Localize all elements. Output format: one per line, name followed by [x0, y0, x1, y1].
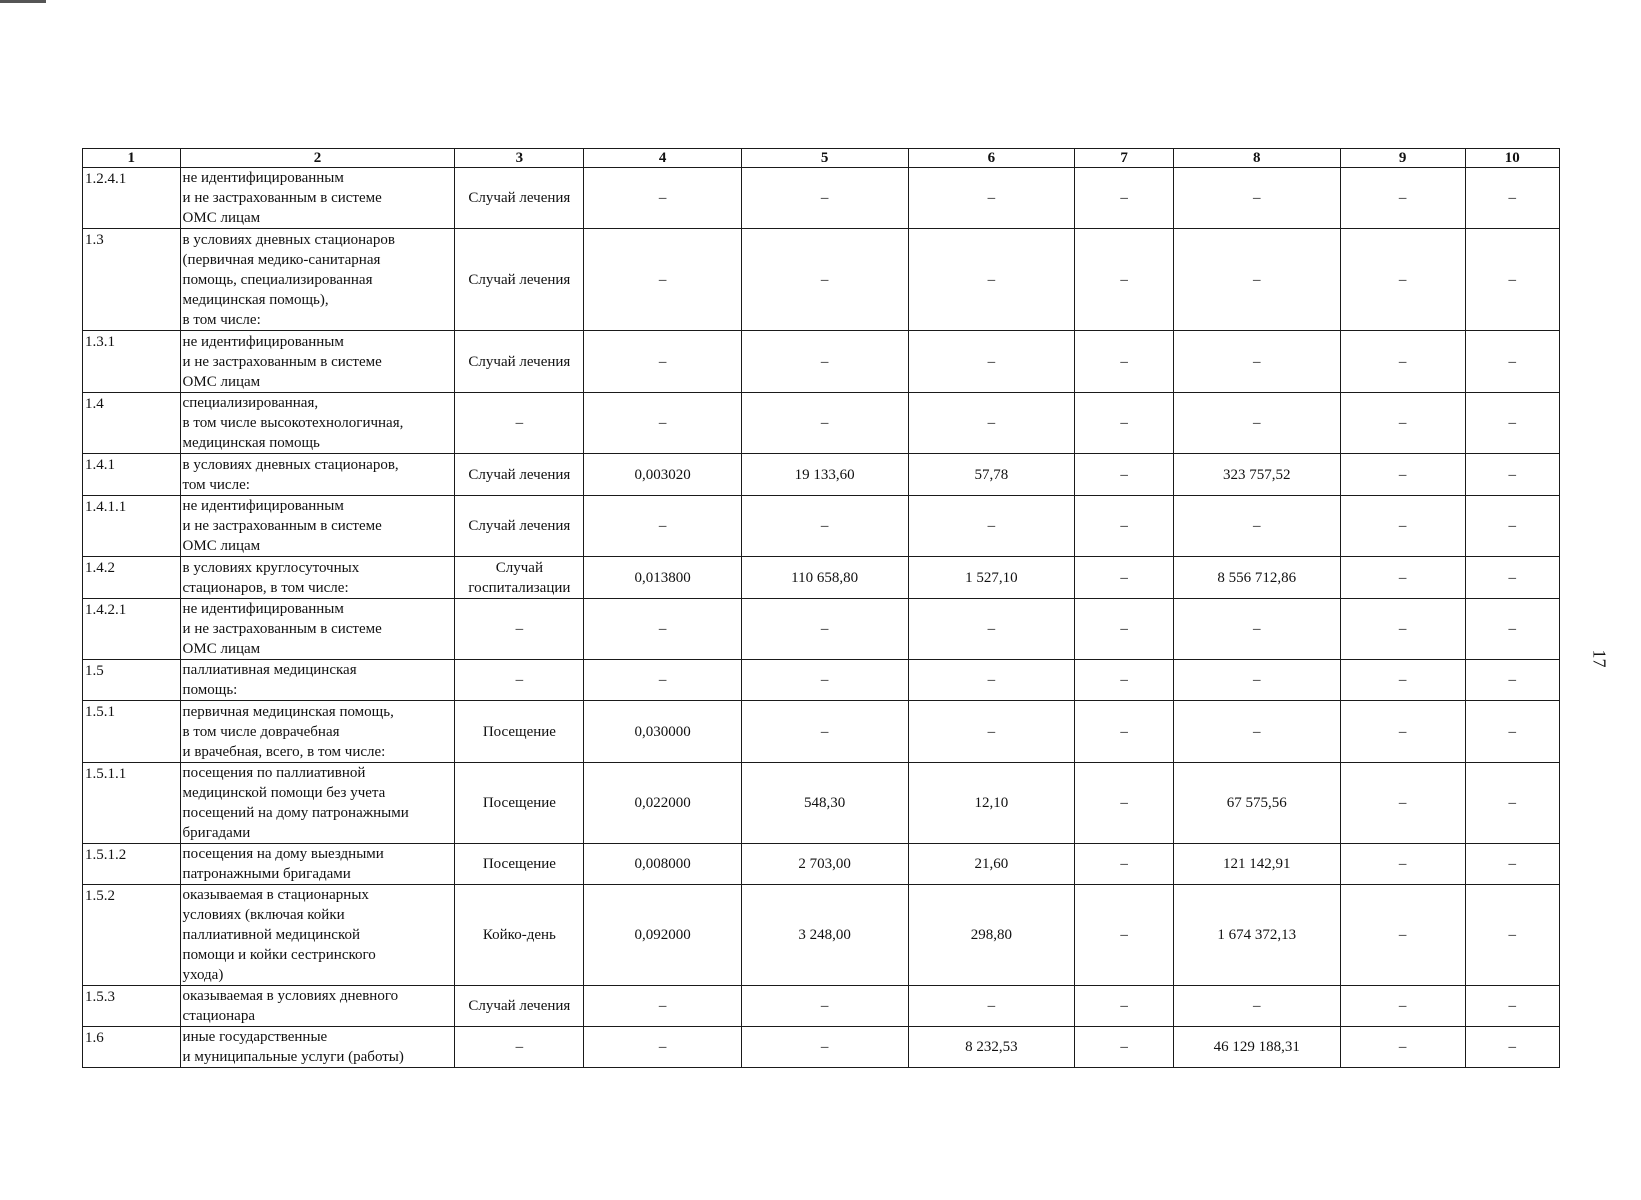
row-value-cell: –	[1465, 557, 1560, 599]
row-value-cell: –	[908, 229, 1075, 331]
row-value-cell: –	[1340, 1027, 1465, 1068]
row-number-cell: 1.4.1	[83, 454, 181, 496]
row-value-cell: –	[584, 331, 741, 393]
row-description-cell: паллиативная медицинская помощь:	[180, 660, 455, 701]
row-number-cell: 1.5	[83, 660, 181, 701]
row-value-cell: 2 703,00	[741, 844, 908, 885]
table-row	[83, 496, 1560, 557]
row-value-cell: –	[584, 229, 741, 331]
row-unit-cell: Случай лечения	[455, 331, 584, 393]
row-unit-cell: Случай госпитализации	[455, 557, 584, 599]
row-value-cell: –	[1465, 168, 1560, 229]
row-value-cell: –	[908, 599, 1075, 660]
row-number-cell: 1.4	[83, 393, 181, 454]
row-description-cell: посещения по паллиативной медицинской помощи без учета посещений на дому патронажными бригадами	[180, 763, 455, 844]
row-number-cell: 1.5.3	[83, 986, 181, 1027]
header-cell: 2	[180, 149, 455, 168]
row-value-cell: –	[1340, 701, 1465, 763]
row-value-cell: 8 556 712,86	[1173, 557, 1340, 599]
row-value-cell: –	[1465, 701, 1560, 763]
row-value-cell: –	[908, 701, 1075, 763]
row-value-cell: –	[741, 393, 908, 454]
row-value-cell: –	[1173, 701, 1340, 763]
header-cell: 4	[584, 149, 741, 168]
row-description-cell: первичная медицинская помощь, в том числе доврачебная и врачебная, всего, в том числе:	[180, 701, 455, 763]
row-value-cell: –	[1075, 701, 1174, 763]
row-number-cell: 1.2.4.1	[83, 168, 181, 229]
row-unit-cell: –	[455, 1027, 584, 1068]
table-row	[83, 986, 1560, 1027]
row-unit-cell: Койко-день	[455, 885, 584, 986]
table-row	[83, 229, 1560, 331]
row-value-cell: –	[1075, 1027, 1174, 1068]
header-cell: 1	[83, 149, 181, 168]
row-value-cell: –	[1340, 660, 1465, 701]
row-unit-cell: Посещение	[455, 763, 584, 844]
table-row	[83, 454, 1560, 496]
row-value-cell: –	[908, 168, 1075, 229]
row-value-cell: –	[1465, 660, 1560, 701]
row-unit-cell: Случай лечения	[455, 168, 584, 229]
row-value-cell: –	[1465, 454, 1560, 496]
table-row	[83, 393, 1560, 454]
row-value-cell: 298,80	[908, 885, 1075, 986]
row-value-cell: –	[1075, 496, 1174, 557]
row-value-cell: 1 674 372,13	[1173, 885, 1340, 986]
row-value-cell: –	[1075, 660, 1174, 701]
row-value-cell: –	[741, 496, 908, 557]
row-number-cell: 1.5.1.1	[83, 763, 181, 844]
row-value-cell: –	[741, 986, 908, 1027]
row-number-cell: 1.5.1.2	[83, 844, 181, 885]
row-value-cell: –	[1465, 331, 1560, 393]
row-value-cell: 0,008000	[584, 844, 741, 885]
row-description-cell: посещения на дому выездными патронажными бригадами	[180, 844, 455, 885]
row-value-cell: –	[1340, 229, 1465, 331]
table-row	[83, 557, 1560, 599]
row-description-cell: иные государственные и муниципальные услуги (работы)	[180, 1027, 455, 1068]
row-value-cell: –	[1340, 885, 1465, 986]
row-value-cell: 121 142,91	[1173, 844, 1340, 885]
row-value-cell: –	[1465, 844, 1560, 885]
row-number-cell: 1.5.2	[83, 885, 181, 986]
row-value-cell: –	[584, 168, 741, 229]
row-value-cell: 0,092000	[584, 885, 741, 986]
row-value-cell: 323 757,52	[1173, 454, 1340, 496]
row-value-cell: 46 129 188,31	[1173, 1027, 1340, 1068]
row-value-cell: –	[1173, 229, 1340, 331]
table-row	[83, 599, 1560, 660]
row-unit-cell: Случай лечения	[455, 496, 584, 557]
row-description-cell: в условиях дневных стационаров (первичная медико-санитарная помощь, специализированная медицинская помощь), в том числе:	[180, 229, 455, 331]
page-number: 17	[1589, 649, 1610, 668]
table-body	[83, 168, 1560, 1068]
row-value-cell: –	[741, 599, 908, 660]
row-description-cell: не идентифицированным и не застрахованным в системе ОМС лицам	[180, 168, 455, 229]
row-value-cell: –	[741, 701, 908, 763]
row-value-cell: –	[908, 986, 1075, 1027]
row-value-cell: 67 575,56	[1173, 763, 1340, 844]
row-value-cell: –	[1340, 986, 1465, 1027]
row-value-cell: –	[1075, 557, 1174, 599]
row-value-cell: –	[1075, 454, 1174, 496]
row-value-cell: 57,78	[908, 454, 1075, 496]
row-value-cell: –	[1465, 229, 1560, 331]
row-number-cell: 1.3	[83, 229, 181, 331]
row-value-cell: –	[1173, 168, 1340, 229]
table-row	[83, 660, 1560, 701]
row-value-cell: –	[1075, 844, 1174, 885]
table-row	[83, 1027, 1560, 1068]
row-value-cell: –	[1465, 599, 1560, 660]
row-value-cell: –	[1173, 660, 1340, 701]
row-value-cell: –	[741, 1027, 908, 1068]
row-value-cell: –	[1075, 168, 1174, 229]
row-value-cell: 0,013800	[584, 557, 741, 599]
row-value-cell: –	[741, 331, 908, 393]
row-description-cell: не идентифицированным и не застрахованным в системе ОМС лицам	[180, 331, 455, 393]
header-cell: 5	[741, 149, 908, 168]
row-description-cell: в условиях круглосуточных стационаров, в том числе:	[180, 557, 455, 599]
row-number-cell: 1.4.2	[83, 557, 181, 599]
header-cell: 10	[1465, 149, 1560, 168]
row-value-cell: –	[1340, 599, 1465, 660]
row-value-cell: –	[584, 496, 741, 557]
row-value-cell: –	[908, 660, 1075, 701]
row-value-cell: 19 133,60	[741, 454, 908, 496]
row-number-cell: 1.4.2.1	[83, 599, 181, 660]
row-value-cell: –	[1075, 986, 1174, 1027]
header-row	[83, 149, 1560, 168]
row-value-cell: –	[1340, 844, 1465, 885]
row-value-cell: –	[584, 393, 741, 454]
row-value-cell: –	[1075, 331, 1174, 393]
row-value-cell: –	[1465, 885, 1560, 986]
row-value-cell: –	[741, 660, 908, 701]
row-value-cell: –	[908, 393, 1075, 454]
row-value-cell: –	[1465, 1027, 1560, 1068]
row-value-cell: 21,60	[908, 844, 1075, 885]
row-value-cell: 12,10	[908, 763, 1075, 844]
row-value-cell: –	[1465, 496, 1560, 557]
row-value-cell: –	[1465, 763, 1560, 844]
row-value-cell: –	[741, 168, 908, 229]
table-row	[83, 763, 1560, 844]
row-description-cell: в условиях дневных стационаров, том числе:	[180, 454, 455, 496]
row-value-cell: 0,003020	[584, 454, 741, 496]
row-value-cell: –	[908, 331, 1075, 393]
row-unit-cell: –	[455, 599, 584, 660]
table-row	[83, 844, 1560, 885]
row-number-cell: 1.6	[83, 1027, 181, 1068]
row-number-cell: 1.4.1.1	[83, 496, 181, 557]
row-value-cell: –	[1340, 763, 1465, 844]
header-cell: 9	[1340, 149, 1465, 168]
row-value-cell: –	[1340, 496, 1465, 557]
row-value-cell: 110 658,80	[741, 557, 908, 599]
row-value-cell: 548,30	[741, 763, 908, 844]
row-value-cell: –	[1173, 496, 1340, 557]
header-cell: 3	[455, 149, 584, 168]
row-value-cell: –	[908, 496, 1075, 557]
row-value-cell: –	[584, 986, 741, 1027]
row-description-cell: оказываемая в стационарных условиях (включая койки паллиативной медицинской помощи и койки сестринского ухода)	[180, 885, 455, 986]
row-value-cell: –	[1075, 599, 1174, 660]
table-row	[83, 168, 1560, 229]
row-value-cell: –	[584, 599, 741, 660]
row-number-cell: 1.5.1	[83, 701, 181, 763]
row-value-cell: –	[1075, 393, 1174, 454]
row-value-cell: –	[584, 660, 741, 701]
row-value-cell: –	[1465, 986, 1560, 1027]
tariff-table	[82, 148, 1560, 1068]
row-value-cell: –	[1465, 393, 1560, 454]
row-value-cell: –	[584, 1027, 741, 1068]
row-unit-cell: Случай лечения	[455, 229, 584, 331]
row-unit-cell: –	[455, 393, 584, 454]
row-value-cell: 0,022000	[584, 763, 741, 844]
row-unit-cell: Посещение	[455, 701, 584, 763]
scan-edge-mark	[0, 0, 46, 3]
row-value-cell: –	[1173, 986, 1340, 1027]
row-value-cell: –	[1173, 331, 1340, 393]
row-description-cell: специализированная, в том числе высокотехнологичная, медицинская помощь	[180, 393, 455, 454]
header-cell: 7	[1075, 149, 1174, 168]
table-row	[83, 331, 1560, 393]
header-cell: 6	[908, 149, 1075, 168]
row-description-cell: не идентифицированным и не застрахованным в системе ОМС лицам	[180, 496, 455, 557]
row-unit-cell: Случай лечения	[455, 454, 584, 496]
row-value-cell: –	[1173, 393, 1340, 454]
row-value-cell: –	[1340, 168, 1465, 229]
header-cell: 8	[1173, 149, 1340, 168]
row-value-cell: 8 232,53	[908, 1027, 1075, 1068]
row-value-cell: –	[1075, 229, 1174, 331]
table-row	[83, 885, 1560, 986]
row-value-cell: 3 248,00	[741, 885, 908, 986]
row-unit-cell: –	[455, 660, 584, 701]
row-value-cell: –	[1173, 599, 1340, 660]
row-value-cell: 0,030000	[584, 701, 741, 763]
row-value-cell: 1 527,10	[908, 557, 1075, 599]
row-value-cell: –	[1340, 393, 1465, 454]
table-row	[83, 701, 1560, 763]
row-unit-cell: Случай лечения	[455, 986, 584, 1027]
row-value-cell: –	[1340, 454, 1465, 496]
row-value-cell: –	[1340, 557, 1465, 599]
row-value-cell: –	[1075, 885, 1174, 986]
row-description-cell: не идентифицированным и не застрахованным в системе ОМС лицам	[180, 599, 455, 660]
row-description-cell: оказываемая в условиях дневного стационара	[180, 986, 455, 1027]
row-value-cell: –	[741, 229, 908, 331]
row-number-cell: 1.3.1	[83, 331, 181, 393]
row-value-cell: –	[1340, 331, 1465, 393]
row-unit-cell: Посещение	[455, 844, 584, 885]
row-value-cell: –	[1075, 763, 1174, 844]
